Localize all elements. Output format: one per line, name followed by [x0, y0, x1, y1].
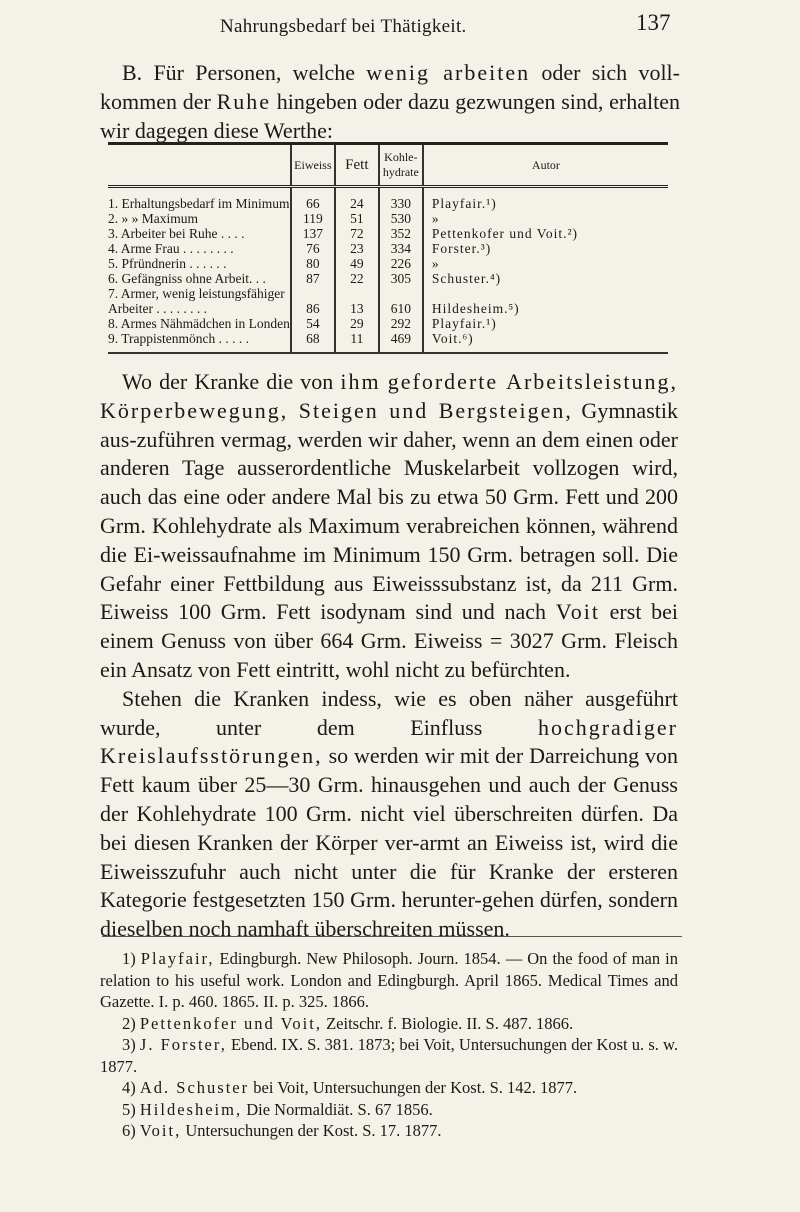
- fat-value: 29: [350, 316, 364, 331]
- nutrition-table: [108, 142, 668, 354]
- footnote: 1) Playfair, Edingburgh. New Philosoph. Journ. 1854. — On the food of man in relation to his useful work. London and Edingburgh. April 1865. Medical Times and Gazette. I. p. 460. 1865. II. p. 325. 1866.: [100, 949, 678, 1011]
- body-text: [100, 368, 678, 944]
- protein-value: 119: [302, 211, 323, 226]
- protein-value: 137: [302, 226, 323, 241]
- author-value: Hildesheim.⁵): [431, 301, 520, 316]
- protein-value: 54: [306, 316, 320, 331]
- label-column: [108, 187, 291, 354]
- footnote: 4) Ad. Schuster bei Voit, Untersuchungen der Kost. S. 142. 1877.: [122, 1078, 578, 1097]
- footnote: 2) Pettenkofer und Voit, Zeitschr. f. Biologie. II. S. 487. 1866.: [122, 1013, 574, 1033]
- author-value: Voit.⁶): [431, 331, 474, 346]
- carbs-value: 330: [390, 196, 411, 211]
- row-label: 6. Gefängniss ohne Arbeit. . .: [108, 271, 266, 286]
- table-body: [108, 187, 668, 354]
- intro-emphasis: wenig arbeiten: [366, 60, 531, 85]
- carbs-value: 226: [390, 256, 411, 271]
- intro-text: hingeben oder dazu gezwungen sind, erhalten wir dagegen diese Werthe:: [100, 89, 680, 143]
- footnote-author: Ad. Schuster: [139, 1078, 250, 1097]
- protein-value: 80: [306, 256, 320, 271]
- author-value: Playfair.¹): [431, 196, 497, 211]
- emphasis: geforderte Arbeitsleistung, Körperbewegung, Steigen und Bergsteigen,: [100, 369, 678, 423]
- emphasis: hochgradiger Kreislaufsstörungen,: [100, 714, 678, 769]
- header-protein: Eiweiss: [291, 144, 335, 187]
- carbs-value: 530: [390, 211, 411, 226]
- footnote: 6) Voit, Untersuchungen der Kost. S. 17. 1877.: [122, 1121, 442, 1140]
- fat-value: 24: [350, 196, 364, 211]
- author-value: Playfair.¹): [431, 316, 497, 331]
- fat-value: 13: [350, 301, 364, 316]
- row-label: 2. » » Maximum: [108, 211, 198, 226]
- protein-value: 76: [306, 241, 320, 256]
- fat-value: 49: [350, 256, 364, 271]
- table-header-row: [108, 144, 668, 187]
- running-title: Nahrungsbedarf bei Thätigkeit.: [220, 16, 467, 37]
- row-label: 8. Armes Nähmädchen in Londen: [108, 316, 290, 331]
- carbs-value: 334: [390, 241, 411, 256]
- carbs-value: 305: [390, 271, 411, 286]
- header-author: Autor: [531, 157, 560, 172]
- footnote-author: Hildesheim,: [139, 1099, 243, 1119]
- row-label: 1. Erhaltungsbedarf im Minimum: [108, 196, 290, 211]
- row-label: 7. Armer, wenig leistungsfähiger Arbeiter . . . . . . . .: [108, 286, 285, 316]
- footnote-author: Pettenkofer und Voit,: [139, 1013, 322, 1033]
- footnote-author: J. Forster,: [139, 1035, 227, 1054]
- footnotes: [100, 948, 678, 1142]
- author-value: »: [431, 256, 440, 271]
- fat-value: 11: [350, 331, 364, 346]
- intro-paragraph: [100, 58, 680, 145]
- paragraph: Stehen die Kranken indess, wie es oben näher ausgeführt wurde, unter dem Einfluss hochgradiger Kreislaufsstörungen, so werden wir mit der Darreichung von Fett kaum über 25—30 Grm. hinausgehen und auch der Genuss der Kohlehydrate 100 Grm. nicht viel überschreiten dürfen. Da bei diesen Kranken der Körper ver-armt an Eiweiss ist, wird die Eiweisszufuhr auch nicht unter die für Kranke der ersteren Kategorie festgesetzten 150 Grm. herunter-gehen dürfen, sondern dieselben noch namhaft überschreiten müssen.: [100, 685, 678, 942]
- row-label: 5. Pfründnerin . . . . . .: [108, 256, 227, 271]
- protein-value: 87: [306, 271, 320, 286]
- protein-value: 86: [306, 301, 320, 316]
- header-fat: Fett: [335, 144, 379, 187]
- intro-emphasis: Ruhe: [216, 89, 272, 114]
- author-value: Schuster.⁴): [431, 271, 502, 286]
- emphasis: Voit: [555, 599, 600, 625]
- carbs-value: 352: [390, 226, 411, 241]
- fat-value: 23: [350, 241, 364, 256]
- running-head: [0, 8, 800, 44]
- author-value: »: [431, 211, 440, 226]
- carbs-value: 292: [390, 316, 411, 331]
- fat-value: 72: [350, 226, 364, 241]
- author-value: Forster.³): [431, 241, 492, 256]
- footnote: 5) Hildesheim, Die Normaldiät. S. 67 1856.: [122, 1099, 433, 1119]
- row-label: 4. Arme Frau . . . . . . . .: [108, 241, 234, 256]
- author-value: Pettenkofer und Voit.²): [431, 226, 578, 241]
- row-label: 3. Arbeiter bei Ruhe . . . .: [108, 226, 245, 241]
- author-column: [423, 187, 668, 354]
- intro-text: oder sich voll-kommen der: [100, 60, 680, 114]
- fat-column: [335, 187, 379, 354]
- intro-text: B. Für Personen, welche: [122, 60, 367, 85]
- paragraph: Wo der Kranke die von ihm geforderte Arbeitsleistung, Körperbewegung, Steigen und Bergsteigen, Gymnastik aus-zuführen vermag, werden wir daher, wenn an dem einen oder anderen Tage ausserordentliche Muskelarbeit vollzogen wird, auch das eine oder andere Mal bis zu etwa 50 Grm. Fett und 200 Grm. Kohlehydrate als Maximum verabreichen können, während die Ei-weissaufnahme im Minimum 150 Grm. betragen soll. Die Gefahr einer Fettbildung aus Eiweisssubstanz ist, da 211 Grm. Eiweiss 100 Grm. Fett isodynam sind und nach Voit erst bei einem Genuss von über 664 Grm. Eiweiss = 3027 Grm. Fleisch ein Ansatz von Fett eintritt, wohl nicht zu befürchten.: [100, 369, 678, 682]
- footnote-rule: [102, 936, 682, 937]
- footnote-author: Voit,: [139, 1121, 182, 1140]
- emphasis: ihm: [340, 369, 381, 394]
- page-number: 137: [636, 10, 671, 35]
- carbs-value: 610: [390, 301, 411, 316]
- carbs-column: [379, 187, 423, 354]
- protein-value: 66: [306, 196, 320, 211]
- row-label: 9. Trappistenmönch . . . . .: [108, 331, 250, 346]
- header-label: [108, 144, 291, 187]
- footnote-author: Playfair,: [140, 949, 215, 968]
- carbs-value: 469: [390, 331, 411, 346]
- protein-column: [291, 187, 335, 354]
- fat-value: 22: [350, 271, 364, 286]
- fat-value: 51: [350, 211, 364, 226]
- protein-value: 68: [306, 331, 320, 346]
- footnote: 3) J. Forster, Ebend. IX. S. 381. 1873; bei Voit, Untersuchungen der Kost u. s. w. 1877.: [100, 1035, 679, 1076]
- header-carbs: Kohle-hydrate: [379, 144, 423, 187]
